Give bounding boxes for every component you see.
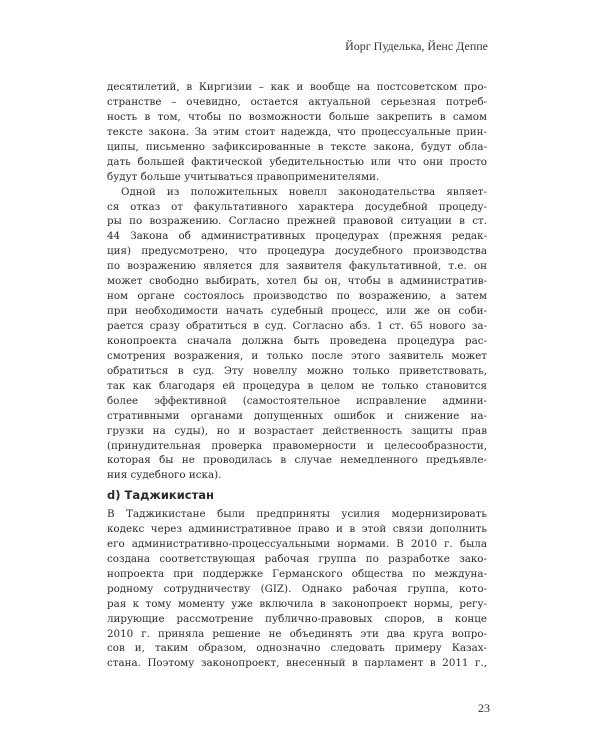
paragraph-block-main [107, 80, 487, 483]
text-line: ципы, письменно зафиксированные в тексте закона, будут обла- [107, 140, 487, 153]
text-line: кодекс через административное право и в этой связи дополнить [107, 522, 487, 535]
section-heading-tajikistan: d) Таджикистан [107, 488, 214, 502]
text-line: может свободно выбирать, хотел бы он, чтобы в административ- [107, 275, 487, 288]
text-line: ция) предусмотрено, что процедура досудебного производства [107, 245, 487, 258]
text-line: конопроекта сначала должна быть проведена процедура рас- [107, 334, 487, 347]
running-header-authors: Йорг Пуделька, Йенс Деппе [345, 39, 488, 53]
text-line: рая к тому моменту уже включила в законопроект нормы, регу- [107, 597, 487, 610]
text-line: Одной из положительных новелл законодательства являет- [121, 185, 487, 198]
text-line: нопроекта при поддержке Германского общества по междуна- [107, 567, 487, 580]
text-line: 44 Закона об административных процедурах (прежняя редак- [107, 230, 487, 243]
text-line: по возражению является для заявителя факультативной, т.е. он [107, 260, 487, 273]
text-line: стративными органами допущенных ошибок и снижение на- [107, 409, 487, 422]
text-line: обратиться в суд. Эту новеллу можно только приветствовать, [107, 364, 487, 377]
text-line: стана. Поэтому законопроект, внесенный в парламент в 2011 г., [107, 657, 487, 670]
text-line: будут больше учитываться правоприменителями. [107, 170, 380, 183]
text-line: В Таджикистане были предприняты усилия модернизировать [107, 508, 487, 520]
text-line: грузки на суды), но и возрастает действенность защиты прав [107, 424, 487, 437]
text-line: ния судебного иска). [107, 469, 222, 482]
text-line: более эффективной (самостоятельное исправление админи- [107, 394, 487, 407]
text-line: ры по возражению. Согласно прежней правовой ситуации в ст. [107, 215, 487, 228]
text-line: рается сразу обратиться в суд. Согласно абз. 1 ст. 65 нового за- [107, 320, 487, 332]
page-number: 23 [478, 701, 490, 715]
text-line: дать большей фактической убедительностью или что они просто [107, 155, 487, 168]
text-line: создана соответствующая рабочая группа по разработке зако- [107, 552, 487, 565]
text-line: десятилетий, в Киргизии – как и вообще на постсоветском про- [107, 81, 487, 93]
text-line: тексте закона. За этим стоит надежда, что процессуальные прин- [107, 125, 487, 138]
paragraph-block-tajikistan [107, 507, 487, 671]
text-line: 2010 г. приняла решение не объединять эти два круга вопро- [107, 627, 487, 640]
text-line: которая бы не проводилась в случае немедленного предъявле- [107, 454, 487, 467]
text-line: ность в том, чтобы по возможности больше закрепить в самом [107, 110, 487, 123]
text-line: его административно-процессуальными нормами. В 2010 г. была [107, 537, 487, 550]
text-line: странстве – очевидно, остается актуальной серьезная потреб- [107, 95, 487, 108]
text-line: ся отказ от факультативного характера досудебной процеду- [107, 200, 487, 213]
text-line: при необходимости начать судебный процесс, или же он соби- [107, 305, 487, 318]
text-line: лирующие рассмотрение публично-правовых споров, в конце [107, 612, 487, 625]
text-line: смотрения возражения, и только после этого заявитель может [107, 349, 487, 362]
text-line: (принудительная проверка правомерности и целесообразности, [107, 439, 487, 452]
text-line: сов и, таким образом, однозначно следовать примеру Казах- [107, 642, 487, 655]
text-line: так как благодаря ей процедура в целом не только становится [107, 379, 487, 392]
text-line: родному сотрудничеству (GIZ). Однако рабочая группа, кото- [107, 582, 487, 595]
text-line: ном органе состоялось производство по возражению, а затем [107, 290, 487, 303]
